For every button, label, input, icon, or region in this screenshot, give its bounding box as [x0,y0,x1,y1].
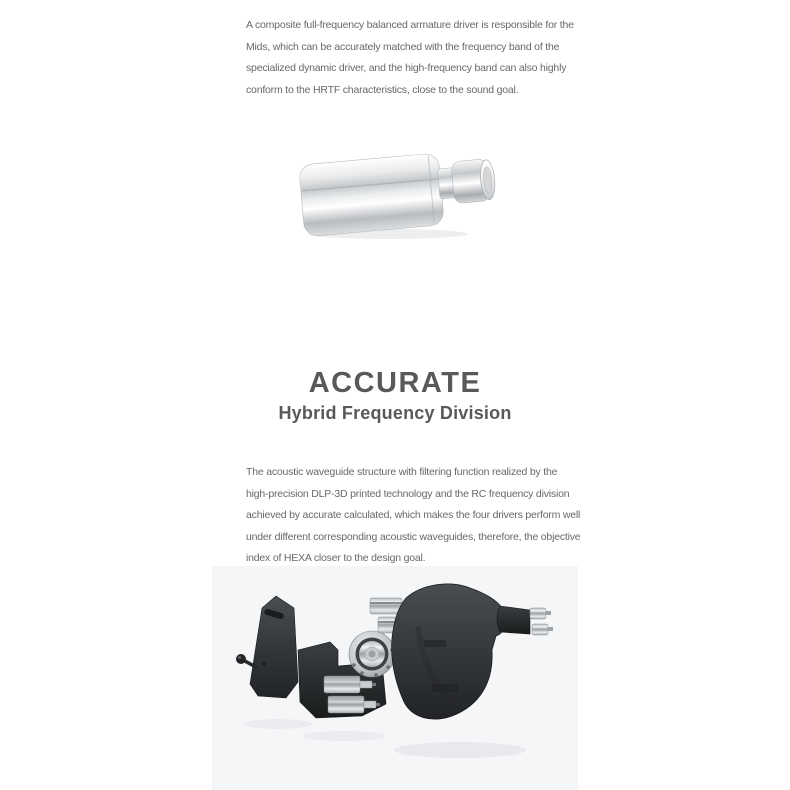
paragraph-line: achieved by accurate calculated, which makes the four drivers perform well [246,509,581,521]
ba-driver-small [532,624,553,635]
paragraph-line: under different corresponding acoustic waveguides, therefore, the objective [246,530,581,543]
exploded-view-image [212,566,578,790]
paragraph-line: specialized dynamic driver, and the high-frequency band can also highly [246,62,567,74]
shadow [244,719,312,729]
shell-nozzle [497,606,530,634]
paragraph-line: index of HEXA closer to the design goal. [246,552,426,564]
balanced-armature-driver-image [283,133,517,243]
paragraph-line: conform to the HRTF characteristics, close to the sound goal. [246,83,519,96]
faceplate-part [236,596,298,698]
paragraph-line: Mids, which can be accurately matched with the frequency band of the [246,40,560,53]
accurate-description-paragraph [246,462,580,570]
shell-part [392,584,553,719]
paragraph-line: high-precision DLP-3D printed technology and the RC frequency division [246,487,570,500]
section-title: ACCURATE [308,367,482,399]
dynamic-driver-part [349,631,395,677]
paragraph-line: The acoustic waveguide structure with filtering function realized by the [246,466,558,478]
pin-head [236,654,246,664]
paragraph-line: A composite full-frequency balanced armature driver is responsible for the [246,19,574,31]
shadow [302,731,386,741]
shadow [394,742,526,758]
mids-description-paragraph [246,15,574,101]
ba-driver-small [530,608,551,619]
section-subtitle: Hybrid Frequency Division [278,403,512,423]
